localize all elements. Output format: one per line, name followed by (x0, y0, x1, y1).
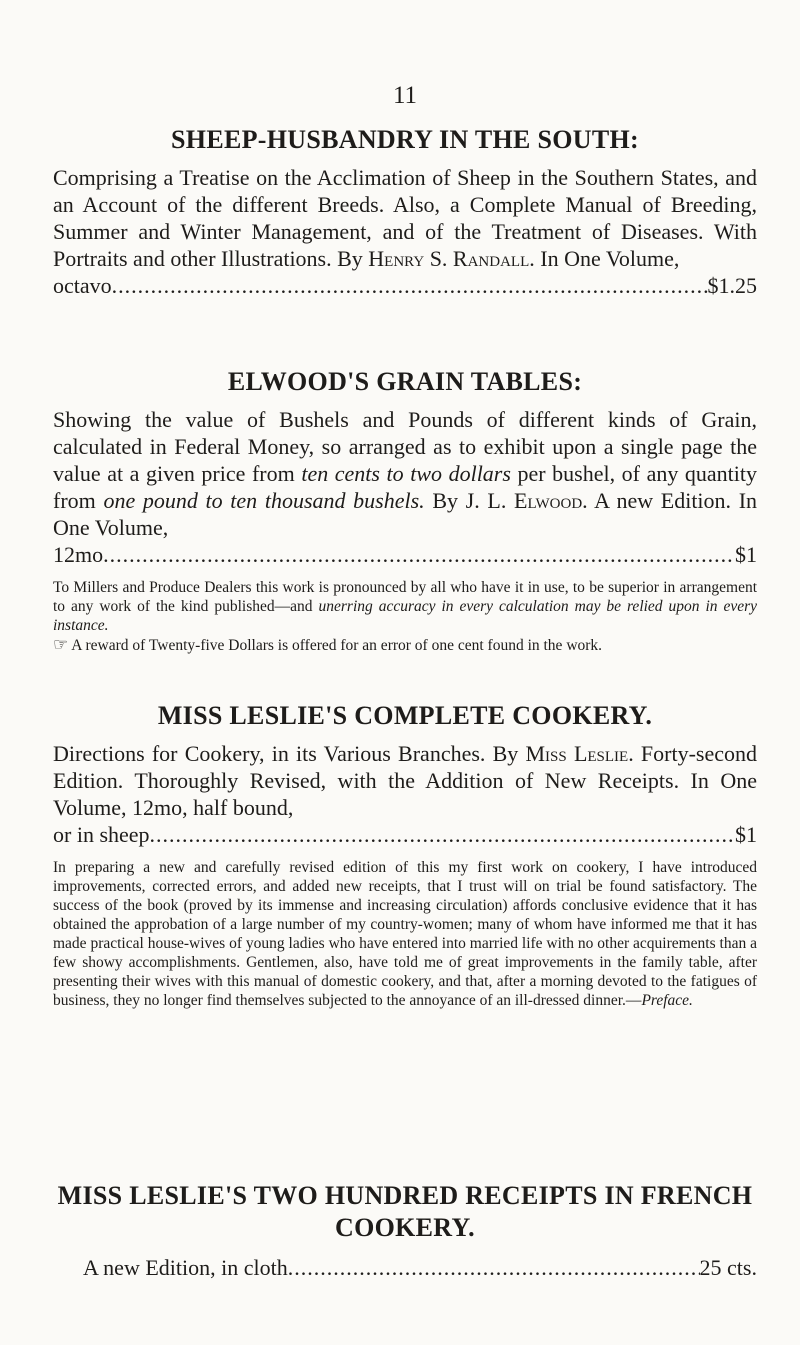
entry-miss-leslie-complete-cookery (53, 700, 757, 1010)
author-name: Elwood (514, 488, 583, 513)
price-line (53, 272, 757, 299)
format: or in sheep (53, 822, 150, 847)
leader-dots (150, 821, 735, 848)
format: 12mo (53, 542, 104, 567)
page-number: 11 (392, 82, 418, 109)
entry-description: Directions for Cookery, in its Various Branches. By Miss Leslie. Forty-second Edition. Thoroughly Revised, with the Addition of New Receipts. In One Volume, 12mo, half bound, (53, 741, 758, 820)
format: A new Edition, in cloth (83, 1255, 288, 1280)
entry-note: In preparing a new and carefully revised edition of this my first work on cookery, I have introduced improvements, corrected errors, and added new receipts, that I trust will on trial be found satisfactory. The success of the book (proved by its immense and increasing circulation) affords conclusive evidence that it has obtained the approbation of a large number of my country-women; many of whom have informed me that it has made practical house-wives of young ladies who have entered into married life with no other acquirements than a few showy accomplishments. Gentlemen, also, have told me of great improvements in the family table, after presenting their wives with this manual of domestic cookery, and that, after a morning devoted to the fatigues of business, they no longer find themselves subjected to the annoyance of an ill-dressed dinner.—Preface. (53, 859, 757, 1009)
entry-elwood-grain-tables (53, 366, 757, 655)
entry-sheep-husbandry (53, 124, 757, 299)
entry-description: Showing the value of Bushels and Pounds of different kinds of Grain, calculated in Federal Money, so arranged as to exhibit upon a single page the value at a given price from ten cents to two dollars per bushel, of any quantity from one pound to ten thousand bushels. By J. L. Elwood. A new Edition. In One Volume, (53, 407, 758, 540)
price-line (53, 1254, 757, 1281)
entry-title: SHEEP-HUSBANDRY IN THE SOUTH: (171, 125, 639, 154)
price: 25 cts. (699, 1255, 757, 1280)
note-source: Preface. (641, 992, 693, 1009)
entry-miss-leslie-french-cookery (53, 1180, 757, 1281)
pointing-hand-icon: ☞ (53, 635, 69, 654)
format: octavo (53, 273, 112, 298)
author-name: Miss Leslie (525, 741, 629, 766)
entry-description: Comprising a Treatise on the Acclimation of Sheep in the Southern States, and an Account of the different Breeds. Also, a Complete Manual of Breeding, Summer and Winter Management, and of the Treatment of Diseases. With Portraits and other Illustrations. By Henry S. Randall. In One Volume, (53, 165, 757, 271)
entry-title: MISS LESLIE'S COMPLETE COOKERY. (157, 701, 653, 730)
price: $1 (735, 542, 757, 567)
author-name: Henry S. Randall (368, 246, 530, 271)
leader-dots (112, 272, 708, 299)
leader-dots (288, 1254, 700, 1281)
price-line (53, 821, 757, 848)
entry-note: To Millers and Produce Dealers this work is pronounced by all who have it in use, to be superior in arrangement to any work of the kind published—and unerring accuracy in every calculation may be relied upon in every instance. ☞ A reward of Twenty-five Dollars is offered for an error of one cent found in the work. (53, 579, 758, 654)
entry-title: MISS LESLIE'S TWO HUNDRED RECEIPTS IN FRENCH COOKERY. (57, 1181, 753, 1242)
price-line (53, 541, 757, 568)
price: $1 (735, 822, 757, 847)
price: $1.25 (707, 273, 757, 298)
leader-dots (103, 541, 735, 568)
entry-title: ELWOOD'S GRAIN TABLES: (227, 367, 583, 396)
